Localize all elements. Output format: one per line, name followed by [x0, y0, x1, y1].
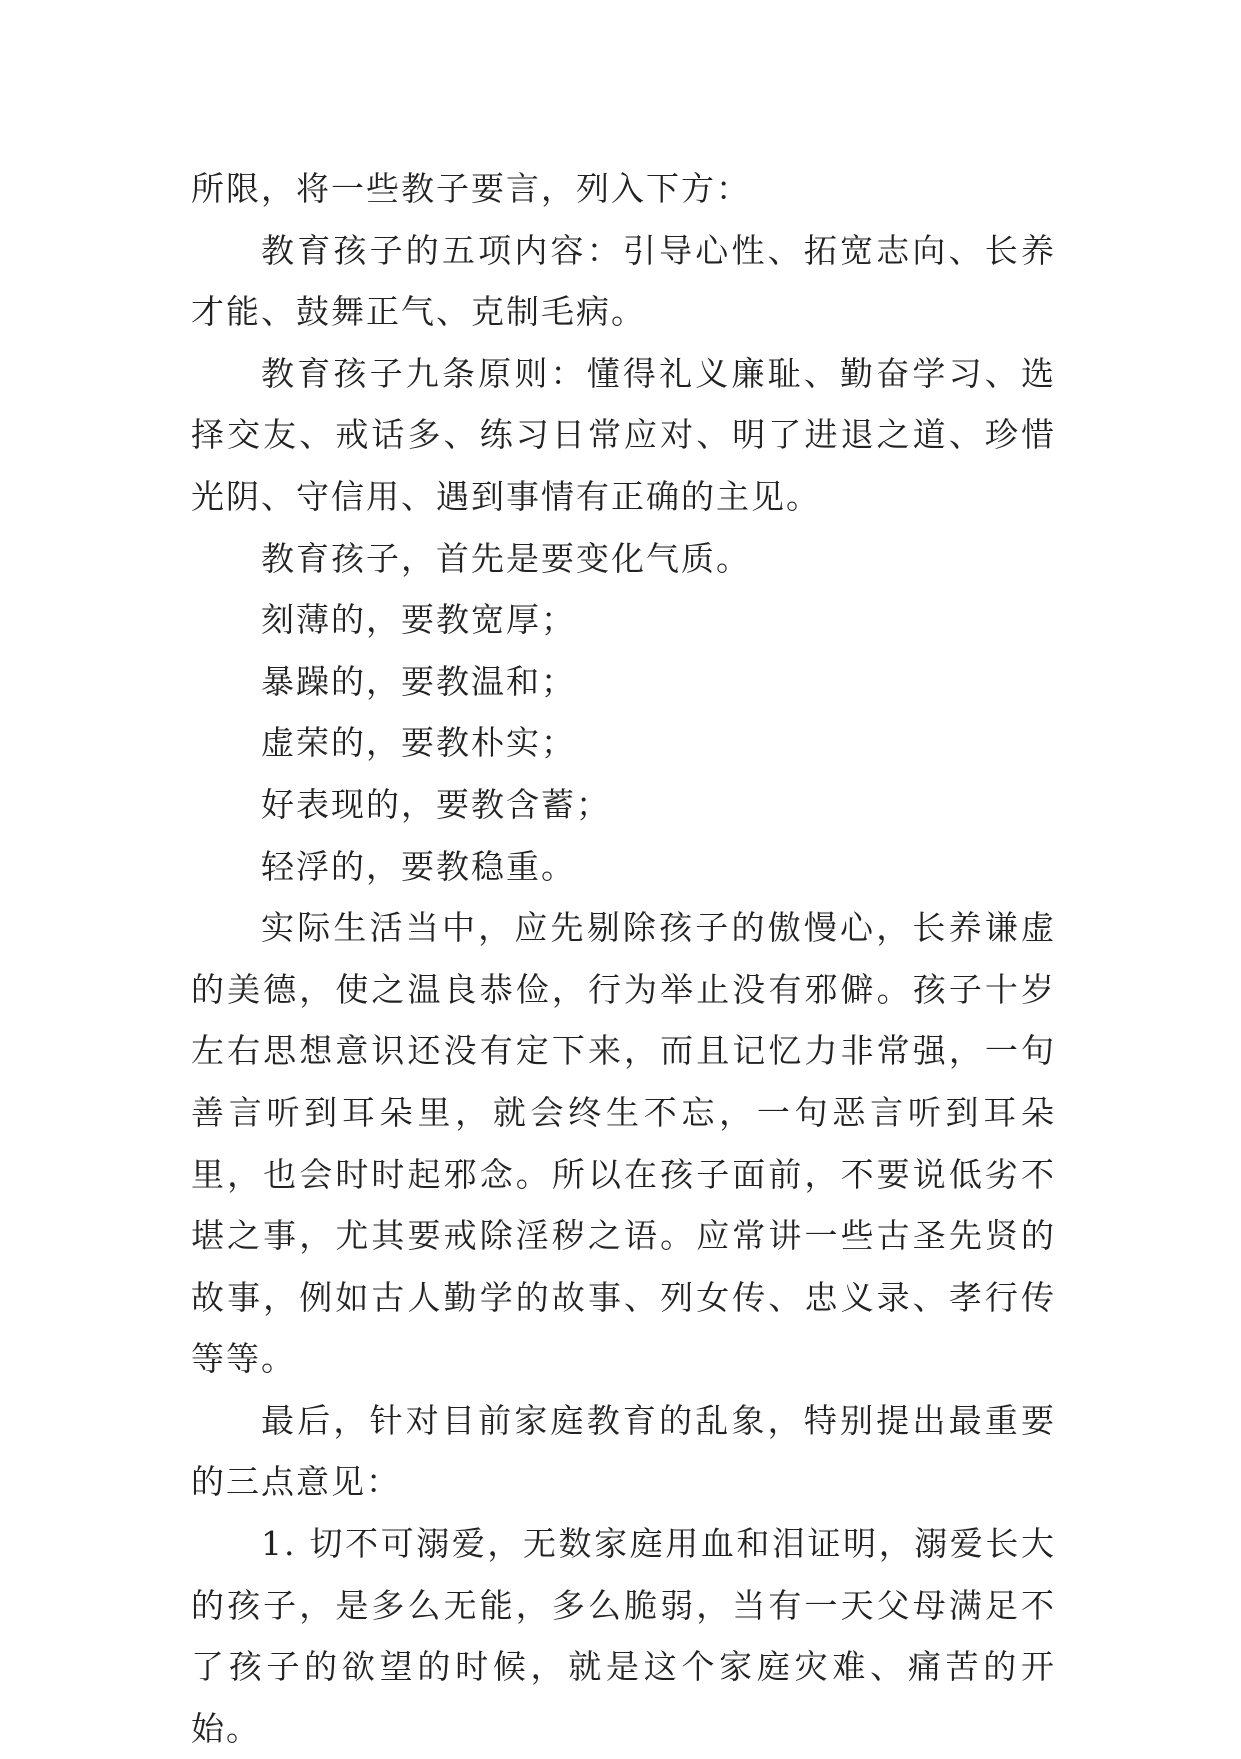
paragraph-show-off: 好表现的，要教含蓄； — [261, 784, 611, 824]
paragraph-point-1: 1. 切不可溺爱，无数家庭用血和泪证明，溺爱长大的孩子，是多么无能，多么脆弱，当有一天父母满足不了孩子的欲望的时候，就是这个家庭灾难、痛苦的开始。 — [191, 1524, 1056, 1748]
paragraph-frivolous: 轻浮的，要教稳重。 — [261, 846, 576, 886]
document-body — [191, 158, 1056, 1759]
paragraph-five-contents: 教育孩子的五项内容：引导心性、拓宽志向、长养才能、鼓舞正气、克制毛病。 — [191, 230, 1056, 332]
paragraph-conclusion: 最后，针对目前家庭教育的乱象，特别提出最重要的三点意见： — [191, 1400, 1056, 1502]
paragraph-vain: 虚荣的，要教朴实； — [261, 723, 576, 763]
paragraph-intro: 所限，将一些教子要言，列入下方： — [191, 169, 751, 208]
paragraph-harsh: 刻薄的，要教宽厚； — [261, 600, 576, 640]
paragraph-daily-life: 实际生活当中，应先剔除孩子的傲慢心，长养谦虚的美德，使之温良恭俭，行为举止没有邪僻。孩子十岁左右思想意识还没有定下来，而且记忆力非常强，一句善言听到耳朵里，就会终生不忘，一句恶言听到耳朵里，也会时时起邪念。所以在孩子面前，不要说低劣不堪之事，尤其要戒除淫秽之语。应常讲一些古圣先贤的故事，例如古人勤学的故事、列女传、忠义录、孝行传等等。 — [191, 908, 1056, 1379]
paragraph-nine-principles: 教育孩子九条原则：懂得礼义廉耻、勤奋学习、选择交友、戒话多、练习日常应对、明了进退之道、珍惜光阴、守信用、遇到事情有正确的主见。 — [191, 353, 1056, 516]
paragraph-temperament: 教育孩子，首先是要变化气质。 — [261, 538, 751, 578]
paragraph-irritable: 暴躁的，要教温和； — [261, 661, 576, 701]
